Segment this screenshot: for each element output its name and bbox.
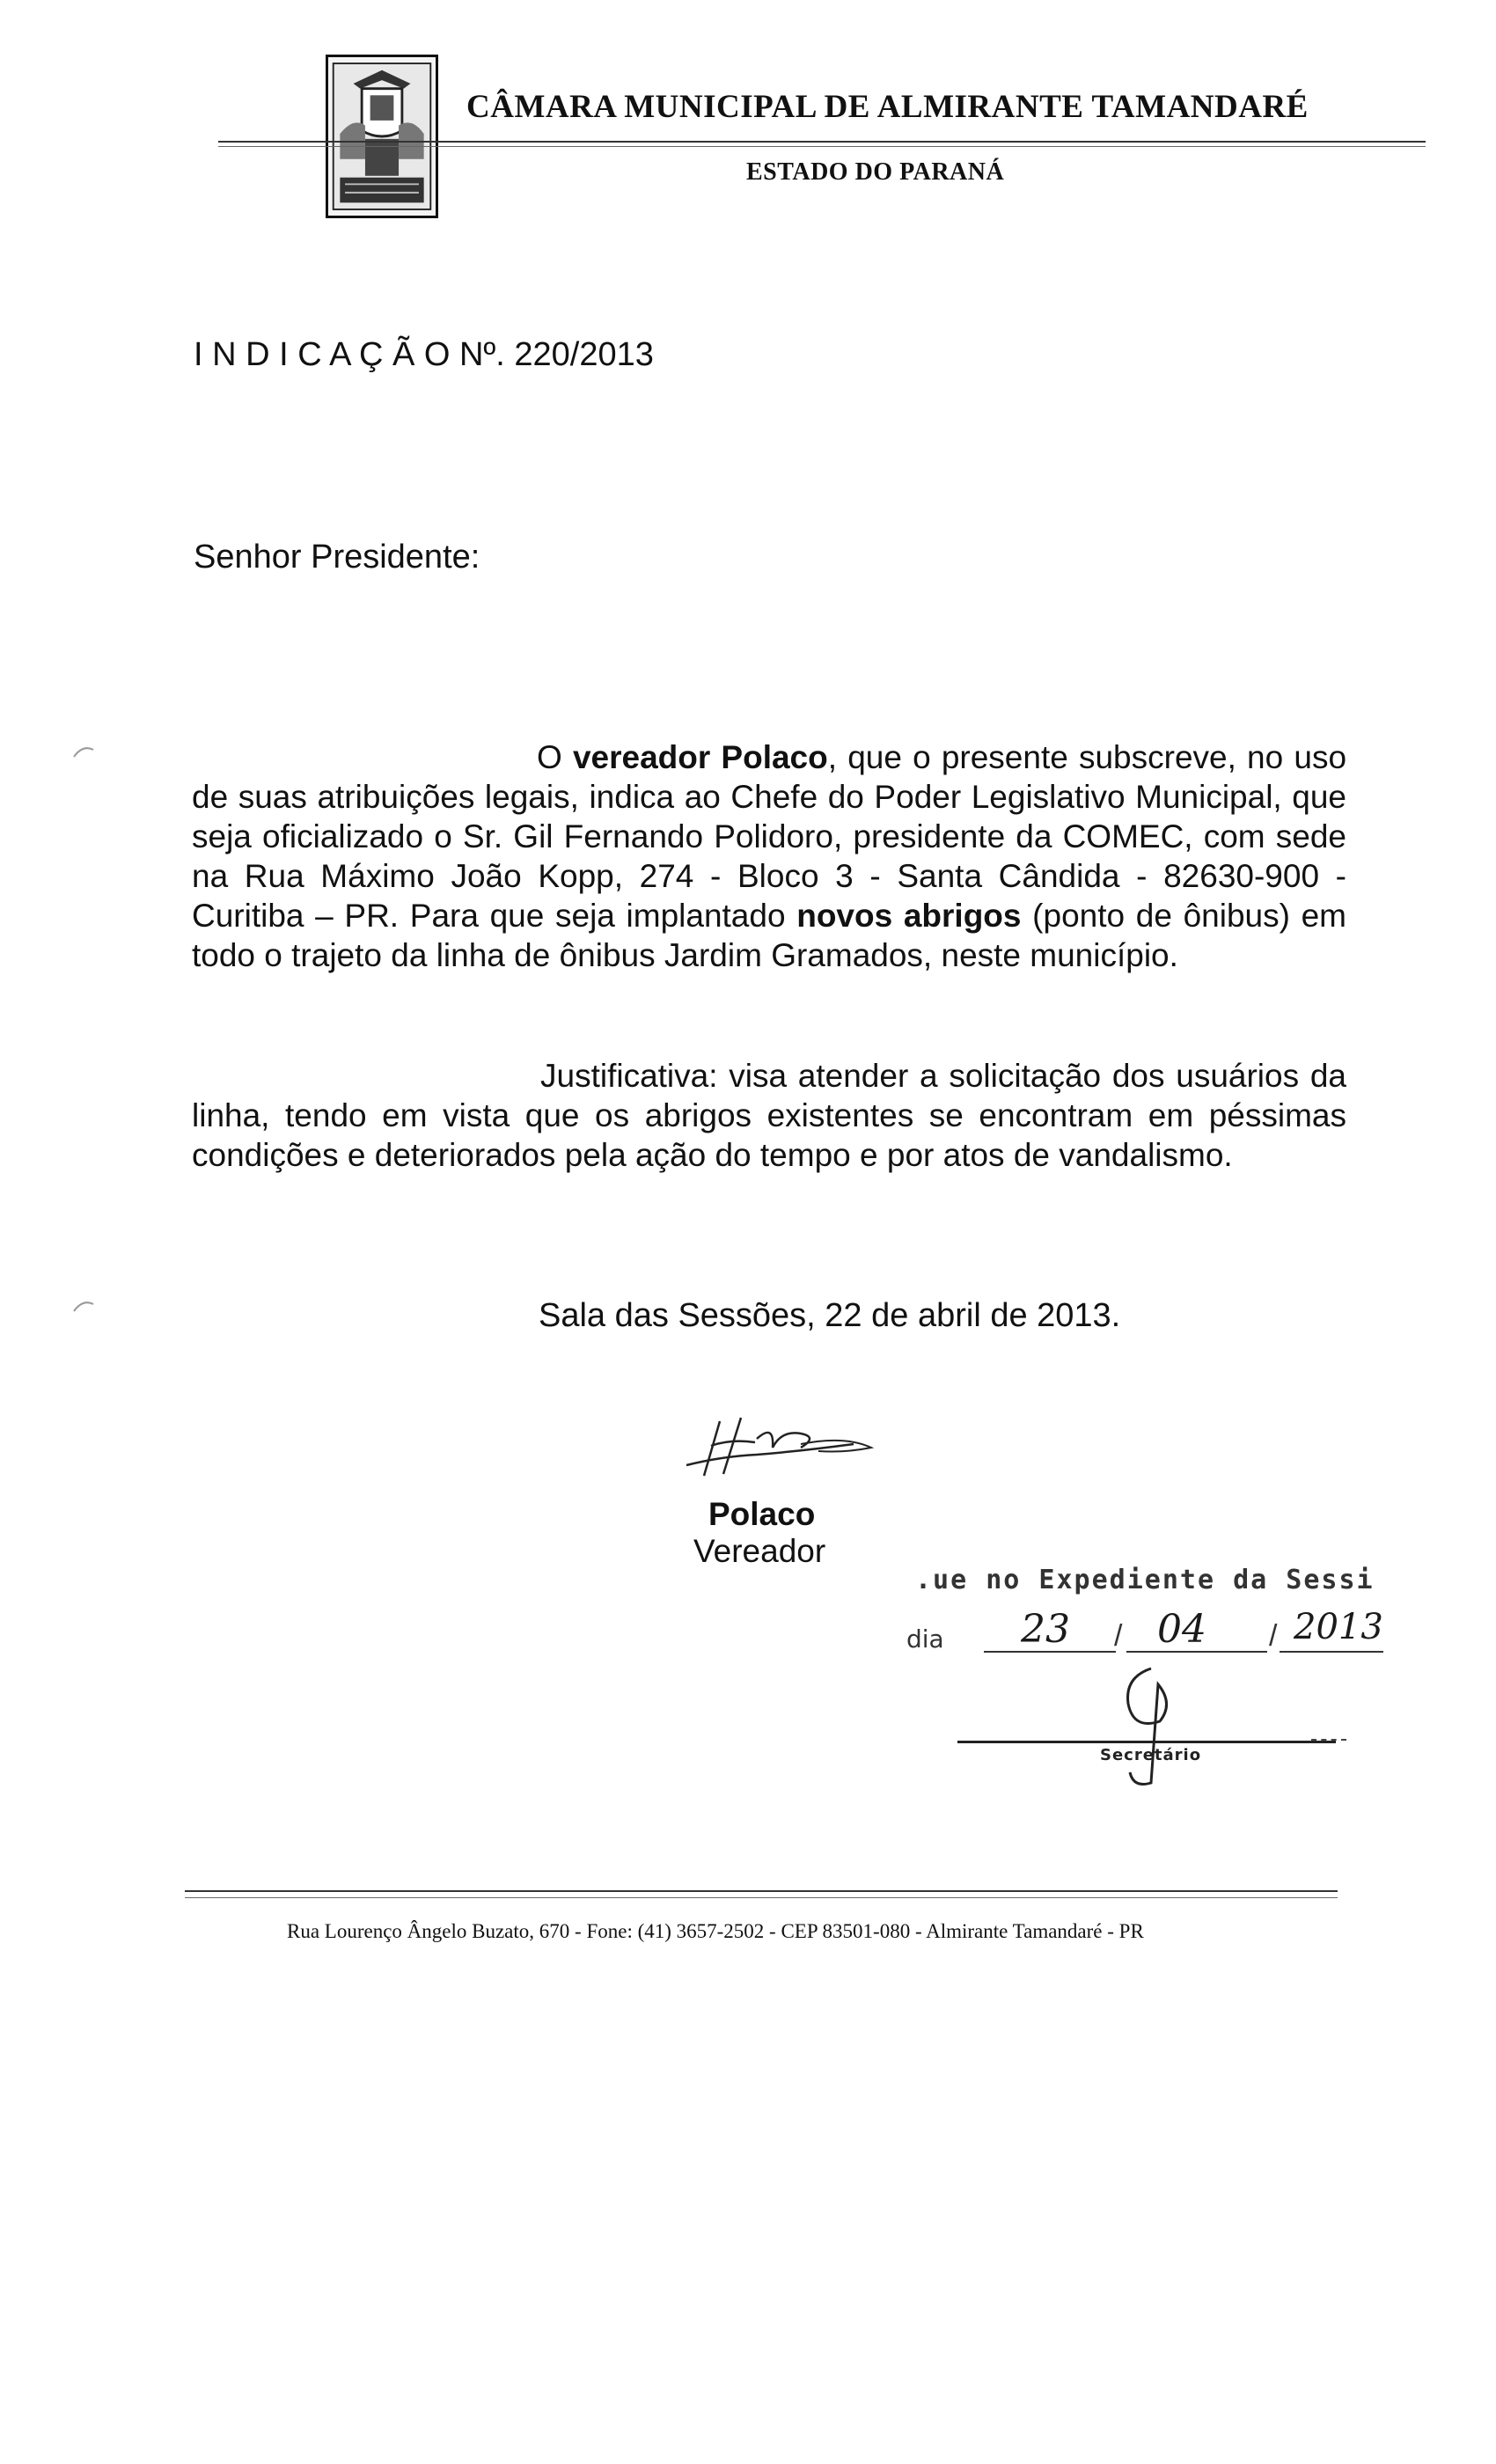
- place-and-date: Sala das Sessões, 22 de abril de 2013.: [539, 1297, 1121, 1334]
- coat-of-arms-logo: [326, 55, 438, 218]
- punch-mark: [72, 744, 95, 759]
- paragraph-text: , que o presente subscreve, no uso de suas atribuições legais, indica ao Chefe do Poder Legislativo Municipal, que seja oficializado o Sr. Gil Fernando Polidoro, presidente da COMEC, com sede na Rua Máximo João Kopp, 274 - Bloco 3 - Santa Cândida - 82630-900 - Curitiba – PR. Para que seja implantado: [192, 739, 1347, 934]
- stamp-separator: /: [1114, 1619, 1123, 1653]
- signer-name: Polaco: [708, 1496, 816, 1532]
- stamp-year: 2013: [1294, 1607, 1383, 1647]
- blank-margin: [0, 2077, 1496, 2464]
- stamp-separator: /: [1269, 1619, 1278, 1653]
- footer-address: Rua Lourenço Ângelo Buzato, 670 - Fone: (41) 3657-2502 - CEP 83501-080 - Almirante Tamandaré - PR: [287, 1920, 1144, 1942]
- institution-name: CÂMARA MUNICIPAL DE ALMIRANTE TAMANDARÉ: [466, 89, 1309, 125]
- handwritten-signature: [669, 1412, 880, 1492]
- state-name: ESTADO DO PARANÁ: [746, 158, 1005, 186]
- stamp-signature-line-tail: [1311, 1739, 1346, 1741]
- stamp-heading: .ue no Expediente da Sessi: [915, 1565, 1375, 1595]
- document-number: I N D I C A Ç Ã O Nº. 220/2013: [194, 336, 654, 373]
- stamp-day: 23: [1021, 1607, 1070, 1652]
- stamp-signature-line: [957, 1741, 1336, 1743]
- body-paragraph-indication: [192, 737, 1346, 975]
- body-paragraph-justification: [192, 1056, 1346, 1175]
- stamp-day-label: dia: [906, 1624, 944, 1654]
- footer-divider: [185, 1890, 1338, 1892]
- header-divider: [218, 141, 1426, 143]
- footer-divider-secondary: [185, 1897, 1338, 1898]
- salutation: Senhor Presidente:: [194, 539, 480, 576]
- stamp-underline: [1280, 1651, 1383, 1653]
- author-emphasis: vereador Polaco: [572, 739, 828, 775]
- signer-role: Vereador: [693, 1533, 826, 1569]
- paragraph-text: (ponto de ônibus) em todo o trajeto da linha de ônibus Jardim Gramados, neste município.: [192, 898, 1346, 973]
- punch-mark: [72, 1299, 95, 1313]
- stamp-month: 04: [1157, 1607, 1206, 1652]
- paragraph-text: O: [537, 739, 573, 775]
- stamp-signature: [1116, 1660, 1186, 1792]
- header-divider-secondary: [218, 146, 1426, 147]
- subject-emphasis: novos abrigos: [796, 898, 1022, 934]
- paragraph-text: Justificativa: visa atender a solicitação dos usuários da linha, tendo em vista que os abrigos existentes se encontram em péssimas condições e deteriorados pela ação do tempo e por atos de vandalismo.: [192, 1058, 1346, 1173]
- stamp-role-label: Secretário: [1100, 1746, 1202, 1764]
